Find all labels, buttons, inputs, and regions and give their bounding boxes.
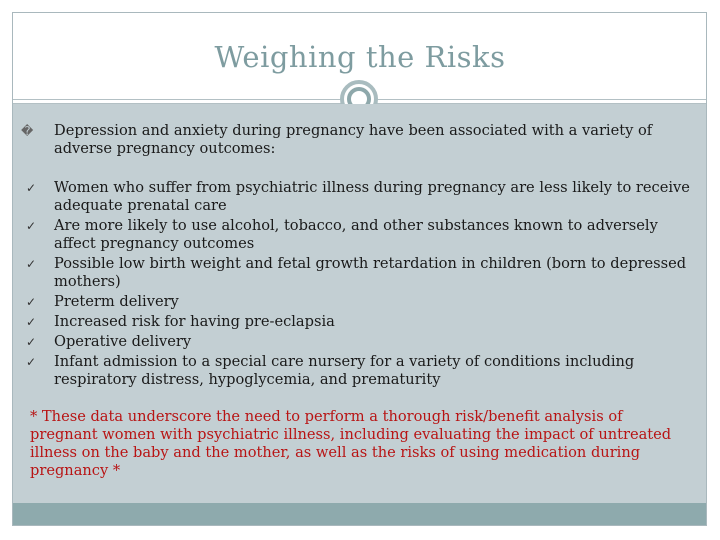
list-item [21,217,691,253]
intro-text: Depression and anxiety during pregnancy have been associated with a variety of adverse pregnancy outcomes: [54,122,653,157]
list-item-text: Infant admission to a special care nursery for a variety of conditions including respiratory distress, hypoglycemia, and prematurity [54,353,635,388]
checkmark-icon: ✓ [26,257,37,271]
missing-glyph-icon: � [21,124,34,138]
list-item [21,353,691,389]
checkmark-icon: ✓ [26,335,37,349]
list-item [21,333,691,351]
slide-title: Weighing the Risks [214,40,506,74]
content-panel [13,104,706,503]
highlighted-note: * These data underscore the need to perform a thorough risk/benefit analysis of pregnant women with psychiatric illness, including evaluating the impact of untreated illness on the baby and the mother, as well as the risks of using medication during pregnancy * [30,408,672,479]
list-item [21,179,691,215]
checkmark-icon: ✓ [26,355,37,369]
intro-paragraph [21,122,671,158]
list-item-text: Operative delivery [54,333,192,350]
checkmark-icon: ✓ [26,315,37,329]
footer-bar [13,503,706,525]
checkmark-icon: ✓ [26,219,37,233]
list-item-text: Possible low birth weight and fetal growth retardation in children (born to depressed mothers) [54,255,687,290]
list-item [21,293,691,311]
checkmark-icon: ✓ [26,295,37,309]
list-item-text: Preterm delivery [54,293,179,310]
list-item-text: Women who suffer from psychiatric illness during pregnancy are less likely to receive adequate prenatal care [54,179,690,214]
list-item [21,313,691,331]
list-item-text: Increased risk for having pre-eclapsia [54,313,335,330]
list-item-text: Are more likely to use alcohol, tobacco, and other substances known to adversely affect pregnancy outcomes [54,217,658,252]
list-item [21,255,691,291]
checkmark-icon: ✓ [26,181,37,195]
bullet-list [21,179,691,391]
slide-body [13,104,706,503]
